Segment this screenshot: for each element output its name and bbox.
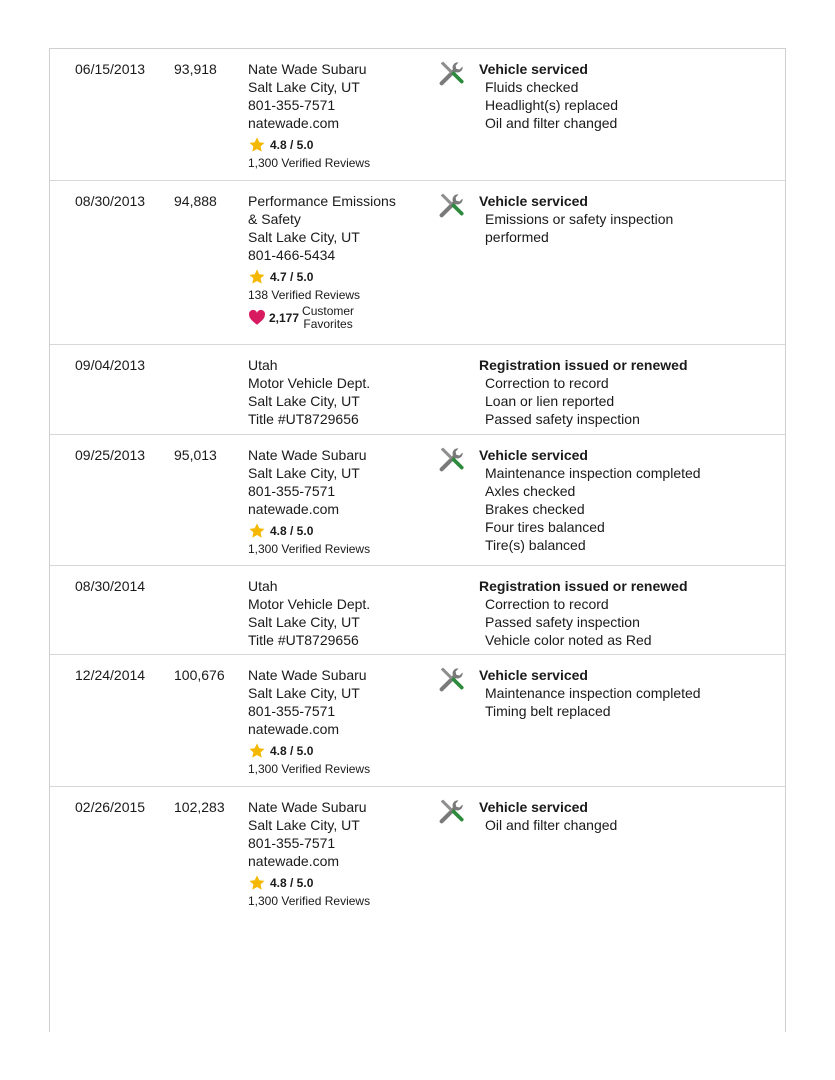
detail-item: Fluids checked (485, 79, 579, 95)
rating (248, 268, 396, 286)
source-location: Salt Lake City, UT (248, 817, 360, 833)
history-row (50, 49, 785, 181)
record-odometer: 93,918 (174, 61, 217, 77)
history-row (50, 345, 785, 435)
source-name: Nate Wade Subaru (248, 667, 367, 683)
record-title: Registration issued or renewed (479, 578, 688, 594)
verified-reviews-link[interactable]: 1,300 Verified Reviews (248, 156, 371, 170)
service-tools-icon (436, 59, 466, 89)
detail-item: Tire(s) balanced (485, 537, 586, 553)
verified-reviews-link[interactable]: 1,300 Verified Reviews (248, 894, 371, 908)
detail-item: Maintenance inspection completed (485, 685, 701, 701)
record-source (248, 666, 370, 777)
history-row (50, 566, 785, 655)
favorites-label-line: Customer (302, 304, 355, 318)
source-location: Salt Lake City, UT (248, 614, 360, 630)
detail-item: Loan or lien reported (485, 393, 615, 409)
star-icon (248, 268, 266, 286)
service-tools-icon (436, 665, 466, 695)
verified-reviews-link[interactable]: 1,300 Verified Reviews (248, 762, 371, 776)
record-date: 12/24/2014 (75, 667, 146, 683)
source-name: Nate Wade Subaru (248, 799, 367, 815)
rating-score: 4.7 / 5.0 (270, 270, 314, 284)
source-name: Performance Emissions (248, 193, 396, 209)
record-title: Vehicle serviced (479, 667, 588, 683)
star-icon (248, 874, 266, 892)
record-details (479, 356, 688, 428)
record-source (248, 192, 396, 331)
detail-item: Passed safety inspection (485, 614, 640, 630)
rating (248, 742, 370, 760)
source-location: Salt Lake City, UT (248, 393, 360, 409)
heart-icon (248, 309, 266, 327)
source-website[interactable]: natewade.com (248, 115, 340, 131)
source-website[interactable]: natewade.com (248, 853, 340, 869)
source-department: Motor Vehicle Dept. (248, 596, 371, 612)
source-phone[interactable]: 801-355-7571 (248, 483, 336, 499)
title-number: Title #UT8729656 (248, 411, 359, 427)
detail-item: Correction to record (485, 596, 609, 612)
record-details (479, 192, 673, 246)
history-row (50, 655, 785, 787)
record-date: 08/30/2014 (75, 578, 146, 594)
source-phone[interactable]: 801-355-7571 (248, 97, 336, 113)
record-title: Vehicle serviced (479, 447, 588, 463)
source-name: Nate Wade Subaru (248, 447, 367, 463)
favorites-label (302, 305, 354, 331)
service-tools-icon (436, 797, 466, 827)
record-date: 02/26/2015 (75, 799, 146, 815)
source-website[interactable]: natewade.com (248, 501, 340, 517)
record-odometer: 94,888 (174, 193, 217, 209)
record-odometer: 95,013 (174, 447, 217, 463)
record-source (248, 577, 370, 649)
source-name-cont: & Safety (248, 211, 301, 227)
verified-reviews-link[interactable]: 1,300 Verified Reviews (248, 542, 371, 556)
detail-item: Timing belt replaced (485, 703, 611, 719)
star-icon (248, 742, 266, 760)
detail-item: Passed safety inspection (485, 411, 640, 427)
record-date: 08/30/2013 (75, 193, 146, 209)
vehicle-history-list (50, 49, 785, 917)
customer-favorites (248, 305, 396, 331)
record-title: Registration issued or renewed (479, 357, 688, 373)
rating-score: 4.8 / 5.0 (270, 876, 314, 890)
source-name: Nate Wade Subaru (248, 61, 367, 77)
source-phone[interactable]: 801-355-7571 (248, 703, 336, 719)
source-location: Salt Lake City, UT (248, 685, 360, 701)
source-website[interactable]: natewade.com (248, 721, 340, 737)
favorites-count: 2,177 (269, 311, 300, 325)
detail-item: Correction to record (485, 375, 609, 391)
detail-item: Emissions or safety inspection (485, 211, 674, 227)
star-icon (248, 136, 266, 154)
history-row (50, 787, 785, 917)
record-date: 06/15/2013 (75, 61, 146, 77)
record-odometer: 100,676 (174, 667, 225, 683)
source-location: Salt Lake City, UT (248, 465, 360, 481)
record-source (248, 798, 370, 909)
detail-item: Oil and filter changed (485, 115, 618, 131)
record-details (479, 446, 701, 554)
rating (248, 874, 370, 892)
detail-item: Maintenance inspection completed (485, 465, 701, 481)
source-location: Salt Lake City, UT (248, 229, 360, 245)
record-details (479, 798, 617, 834)
source-name: Utah (248, 578, 278, 594)
detail-item: Brakes checked (485, 501, 585, 517)
service-tools-icon (436, 191, 466, 221)
history-row (50, 435, 785, 566)
record-odometer: 102,283 (174, 799, 225, 815)
detail-item: Axles checked (485, 483, 576, 499)
verified-reviews-link[interactable]: 138 Verified Reviews (248, 288, 361, 302)
record-date: 09/04/2013 (75, 357, 146, 373)
record-source (248, 60, 370, 171)
source-location: Salt Lake City, UT (248, 79, 360, 95)
title-number: Title #UT8729656 (248, 632, 359, 648)
source-phone[interactable]: 801-355-7571 (248, 835, 336, 851)
rating-score: 4.8 / 5.0 (270, 744, 314, 758)
star-icon (248, 522, 266, 540)
rating-score: 4.8 / 5.0 (270, 138, 314, 152)
source-phone[interactable]: 801-466-5434 (248, 247, 336, 263)
record-details (479, 666, 701, 720)
source-name: Utah (248, 357, 278, 373)
rating (248, 522, 370, 540)
record-source (248, 446, 370, 557)
record-details (479, 577, 688, 649)
detail-item: Vehicle color noted as Red (485, 632, 652, 648)
rating (248, 136, 370, 154)
record-title: Vehicle serviced (479, 193, 588, 209)
record-title: Vehicle serviced (479, 799, 588, 815)
detail-item: performed (485, 229, 549, 245)
record-date: 09/25/2013 (75, 447, 146, 463)
rating-score: 4.8 / 5.0 (270, 524, 314, 538)
record-details (479, 60, 618, 132)
source-department: Motor Vehicle Dept. (248, 375, 371, 391)
detail-item: Headlight(s) replaced (485, 97, 619, 113)
detail-item: Oil and filter changed (485, 817, 618, 833)
record-title: Vehicle serviced (479, 61, 588, 77)
favorites-label-line: Favorites (303, 317, 353, 331)
history-row (50, 181, 785, 345)
detail-item: Four tires balanced (485, 519, 605, 535)
record-source (248, 356, 370, 428)
service-tools-icon (436, 445, 466, 475)
